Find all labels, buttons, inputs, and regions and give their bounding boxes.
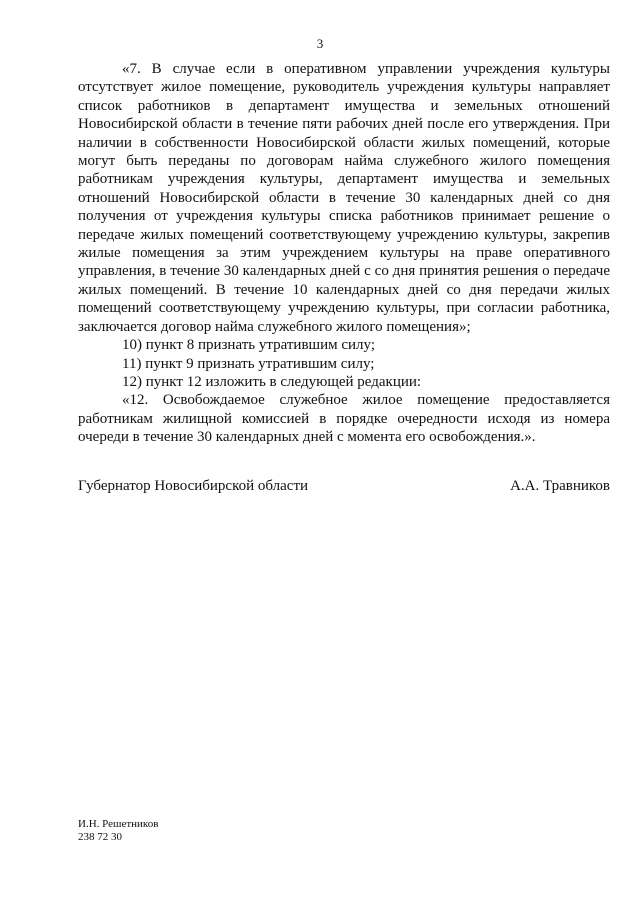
signatory-name: А.А. Травников (510, 478, 610, 494)
page-number: 3 (316, 36, 324, 51)
executor-phone: 238 72 30 (78, 831, 122, 843)
signature-block (78, 478, 610, 495)
paragraph-item-12: 12) пункт 12 изложить в следующей редакции: (122, 373, 422, 390)
executor-block (78, 818, 158, 844)
body-text (78, 60, 610, 447)
paragraph-item-7: «7. В случае если в оперативном управлении учреждения культуры отсутствует жилое помещение, руководитель учреждения культуры направляет список работников в департамент имущества и земельных отношений Новосибирской области в течение пяти рабочих дней после его утверждения. При наличии в собственности Новосибирской области жилых помещений, которые могут быть переданы по договорам найма служебного жилого помещения работникам учреждения культуры, департамент имущества и земельных отношений Новосибирской области в течение 30 календарных дней со дня получения от учреждения культуры списка работников принимает решение о передаче жилых помещений соответствующему учреждению культуры, закрепив жилые помещения за этим учреждением культуры на праве оперативного управления, в течение 30 календарных дней с со дня принятия решения о передаче жилых помещений. В течение 10 календарных дней со дня передачи жилых помещений соответствующему учреждению культуры, при согласии работника, заключается договор найма служебного жилого помещения»; (78, 61, 610, 335)
executor-name: И.Н. Решетников (78, 818, 159, 830)
signatory-position: Губернатор Новосибирской области (78, 478, 309, 494)
paragraph-item-11: 11) пункт 9 признать утратившим силу; (122, 355, 375, 372)
paragraph-item-12-text: «12. Освобождаемое служебное жилое помещение предоставляется работникам жилищной комиссией в порядке очередности исходя из номера очереди в течение 30 календарных дней с момента его освобождения.». (78, 392, 610, 446)
paragraph-item-10: 10) пункт 8 признать утратившим силу; (122, 337, 376, 354)
